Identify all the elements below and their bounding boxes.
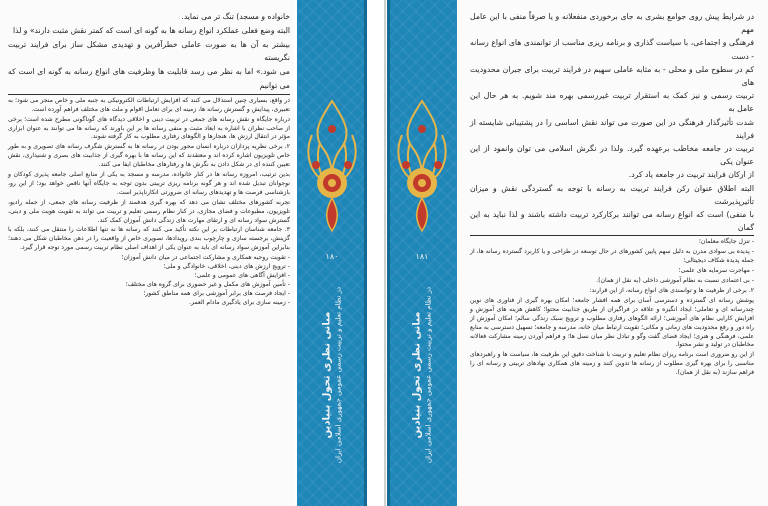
running-title-main: مبانی نظری تحول بنیادین — [321, 311, 333, 439]
right-lead-line: از ارکان فرایند تربیت در جامعه یاد کرد. — [628, 170, 754, 180]
right-lead — [470, 10, 754, 236]
list-item: - تأمین آموزش های مکمل و غیر حضوری برای گروه های مختلف؛ — [125, 280, 290, 288]
right-lead-line: تربیت در جامعه مخاطب برعهده گیرد. ولذا در نگرش اسلامی می توان وانمود از این عنوان یکی — [470, 144, 754, 167]
left-paragraph: ۳. جامعه شناسان ارتباطات بر این نکته تأکید می کنند که رسانه ها نه تنها اطلاعات را منتقل می کنند، بلکه با گزینش، برجسته سازی و چارچوب بندی رویدادها، تصویری خاص از واقعیت را در ذهن مخاطبان شکل می دهند؛ بنابراین آموزش سواد رسانه ای باید به عنوان یکی از اهداف اصلی نظام تربیت رسمی مورد توجه قرار گیرد. — [8, 226, 290, 252]
left-decorative-band — [297, 0, 367, 506]
islamic-arabesque-ornament-icon — [392, 95, 452, 235]
right-lead-line: البته اطلاق عنوان رکن فرایند تربیت به رسانه با توجه به گستردگی نقش و میزان تأثیرپذیرشت — [470, 183, 754, 206]
left-paragraph: در واقع، بسیاری چنین استدلال می کنند که افزایش ارتباطات الکترونیکی به جنبه ملی و خاص منجر می شود؛ به تعبیری، پیدایش و گسترش رسانه ها، زمینه ای برای تعامل اقوام و ملت های مختلف فراهم آورده است. — [8, 96, 290, 113]
right-paragraph: پوشش رسانه ای گسترده و دسترسی آسان برای همه اقشار جامعه؛ امکان بهره گیری از فناوری های نوین چندرسانه ای و تعاملی؛ ایجاد انگیزه و علاقه در فراگیران از طریق جذابیت محتوا؛ کاهش هزینه های آموزش و افزایش کارایی نظام های آموزشی؛ ارائه الگوهای رفتاری مطلوب و ترویج سبک زندگی سالم؛ امکان آموزش از راه دور و رفع محدودیت های زمانی و مکانی؛ تقویت ارتباط میان خانه، مدرسه و جامعه؛ تسهیل دسترسی به منابع علمی، فرهنگی و هنری؛ ایجاد فضای گفت وگو و تبادل نظر میان نسل ها؛ و فراهم آوردن زمینه مشارکت فعالانه مخاطبان در تولید و نشر محتوا. — [470, 296, 754, 349]
left-lead-line: البته وضع فعلی عملکرد انواع رسانه ها به گونه ای است که کمتر نقش مثبت دارند» و لذا — [12, 25, 290, 35]
left-bullet-list — [8, 254, 290, 307]
page-number: ۱۸۰ — [325, 252, 339, 261]
running-title — [321, 287, 344, 463]
right-lead-line: در شرایط پیش روی جوامع بشری به جای برخوردی منفعلانه و یا صرفاً منفی با این عامل مهم — [470, 12, 754, 35]
right-paragraph: - بی اعتمادی نسبت به نظام آموزشی داخلی (به نقل از همان). — [596, 277, 754, 285]
running-title-main: مبانی نظری تحول بنیادین — [411, 311, 423, 439]
right-decorative-band — [387, 0, 457, 506]
list-item: - زمینه سازی برای یادگیری مادام العمر. — [189, 298, 290, 306]
left-paragraph: درباره جایگاه و نقش رسانه های جمعی در تربیت دینی و اخلاقی دیدگاه های گوناگونی مطرح شده است؛ برخی از صاحب نظران با اشاره به ابعاد مثبت و منفی رسانه ها بر این باورند که رسانه ها می توانند به عنوان ابزاری مؤثر در انتقال ارزش ها، هنجارها و الگوهای رفتاری مطلوب به کار گرفته شوند. — [8, 115, 290, 141]
page-number: ۱۸۱ — [415, 252, 429, 261]
right-lead-line-underlined: با منفی) است که انواع رسانه می توانند برکارکرد تربیت داشته باشند و لذا نباید به این گمان — [470, 208, 754, 236]
book-gutter — [384, 0, 386, 506]
left-lead — [8, 10, 290, 95]
left-paragraph: تجربه کشورهای مختلف نشان می دهد که بهره گیری هدفمند از ظرفیت رسانه های جمعی، از جمله رادیو، تلویزیون، مطبوعات و فضای مجازی، در کنار نظام رسمی تعلیم و تربیت می تواند به تقویت هویت ملی و دینی، گسترش سواد رسانه ای و ارتقای مهارت های زندگی دانش آموزان کمک کند. — [8, 198, 290, 224]
left-lead-line-underlined: می شود.» اما به نظر می رسد قابلیت ها وظرفیت های انواع رسانه به گونه ای است که می توانیم — [8, 65, 290, 95]
right-lead-line: تربیت رسمی و نیز کمک به استقرار تربیت غیررسمی بهره مند شویم. به هر حال این عامل به — [470, 91, 754, 114]
left-page — [0, 0, 294, 506]
right-lead-line: کم در سطوح ملی و محلی - به مثابه عاملی سهیم در فرایند تربیت برای جبران محدودیت های — [470, 64, 754, 88]
right-page — [458, 0, 768, 506]
right-paragraph: ۲. برخی از ظرفیت ها و توانمندی های انواع رسانه، از این قرارند: — [589, 286, 754, 294]
left-page-text — [8, 10, 290, 308]
left-paragraph: ۲. برخی نظریه پردازان درباره انسان محور بودن در رسانه ها به گسترش شگرف رسانه های تصویری و به طور خاص تلویزیون اشاره کرده اند و معتقدند که این رسانه ها با بهره گیری از جذابیت های بصری و شنیداری، نقش تعیین کننده ای در شکل دادن به نگرش ها و رفتارهای مخاطبان ایفا می کنند. — [8, 143, 290, 169]
right-paragraph: - تنزل جایگاه معلمان؛ — [698, 238, 754, 246]
running-title-subtitle: در نظام تعلیم و تربیت رسمی عمومی جمهوری اسلامی ایران — [334, 286, 343, 464]
right-paragraph: از این رو ضروری است برنامه ریزان نظام تعلیم و تربیت با شناخت دقیق این ظرفیت ها، سیاست ها و راهبردهای مناسبی را برای بهره گیری مطلوب از رسانه ها تدوین کنند و زمینه های همکاری نهادهای تربیتی و رسانه ای را فراهم سازند (به نقل از همان). — [470, 351, 754, 377]
right-page-text — [470, 10, 754, 378]
islamic-arabesque-ornament-icon — [302, 95, 362, 235]
running-title-subtitle: در نظام تعلیم و تربیت رسمی عمومی جمهوری اسلامی ایران — [424, 286, 433, 464]
list-item: - ایجاد فرصت های برابر آموزشی برای همه مناطق کشور؛ — [143, 289, 290, 297]
right-paragraph: - پدیده بی سوادی مدرن به دلیل سهم پایین کشورهای در حال توسعه در طراحی و یا کاربرد گسترده رسانه ها، از جمله پدیده شکاف دیجیتالی؛ — [470, 248, 754, 265]
left-paragraph: بدین ترتیب، امروزه رسانه ها در کنار خانواده، مدرسه و مسجد به یکی از منابع اصلی جامعه پذیری کودکان و نوجوانان تبدیل شده اند و هر گونه برنامه ریزی تربیتی بدون توجه به جایگاه آنها ناقص خواهد بود؛ از این رو، بازشناسی فرصت ها و تهدیدهای رسانه ای ضرورتی انکارناپذیر است. — [8, 171, 290, 196]
left-lead-line: بیشتر به آن ها به صورت عاملی خطرآفرین و تهدیدی مشکل ساز برای فرایند تربیت نگریسته — [8, 39, 290, 63]
list-item: - تقویت روحیه همکاری و مشارکت اجتماعی در میان دانش آموزان؛ — [121, 254, 290, 262]
list-item: - ترویج ارزش های دینی، اخلاقی، خانوادگی و ملی؛ — [163, 263, 290, 271]
right-lead-line: شدت تأثیرگذار فرهنگی در این صورت می تواند نقش اساسی را در پشتیبانی شایسته از فرایند — [470, 117, 754, 140]
running-title — [411, 287, 434, 463]
right-paragraph: - مهاجرت سرمایه های علمی؛ — [678, 267, 754, 275]
left-lead-line: خانواده و مسجد) تنگ تر می نماید. — [181, 12, 290, 21]
right-lead-line: فرهنگی و اجتماعی، با سیاست گذاری و برنامه ریزی مناسب از توانمندی های انواع رسانه - دست — [470, 38, 754, 61]
list-item: - افزایش آگاهی های عمومی و علمی؛ — [194, 272, 290, 279]
